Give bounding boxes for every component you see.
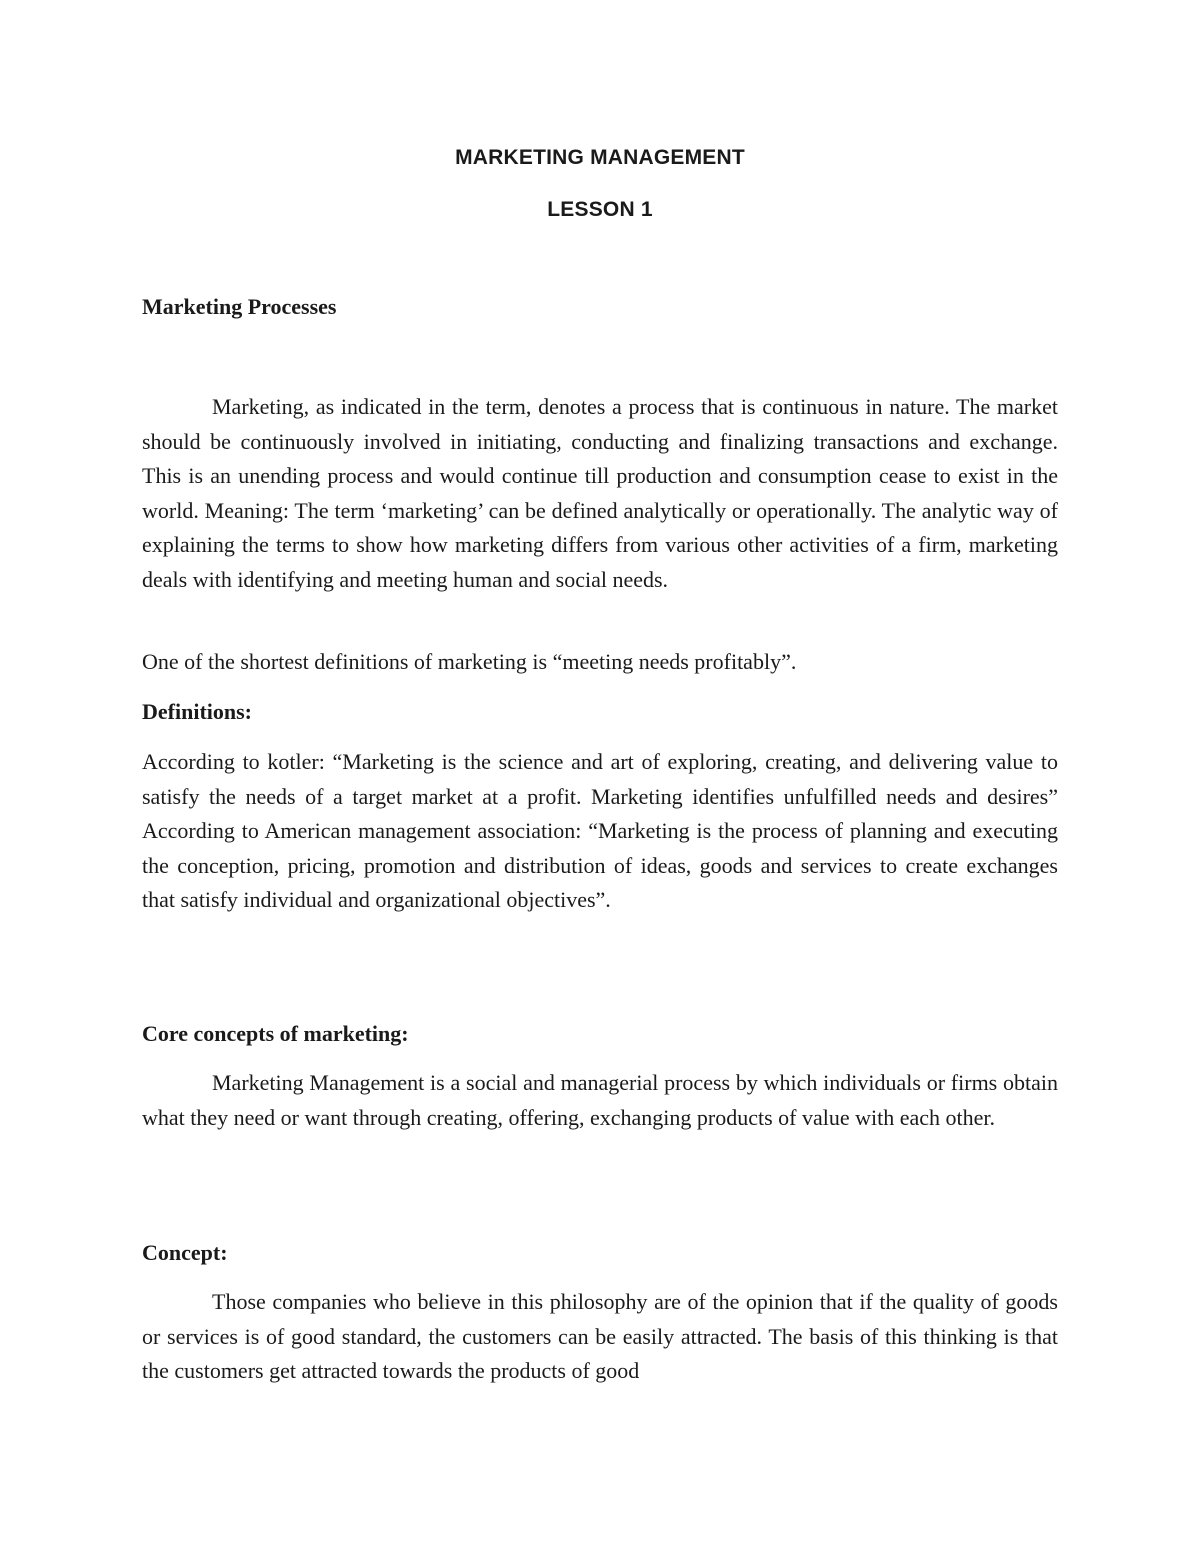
paragraph-core-concepts: Marketing Management is a social and managerial process by which individuals or firms obtain what they need or want through creating, offering, exchanging products of value with each other. <box>142 1070 1058 1130</box>
document-title: MARKETING MANAGEMENT <box>455 146 745 169</box>
lesson-label: LESSON 1 <box>547 198 653 221</box>
paragraph-marketing-processes: Marketing, as indicated in the term, denotes a process that is continuous in nature. The market should be continuously involved in initiating, conducting and finalizing transactions and exchange. This is an unending process and would continue till production and consumption cease to exist in the world. Meaning: The term ‘marketing’ can be defined analytically or operationally. The analytic way of explaining the terms to show how marketing differs from various other activities of a firm, marketing deals with identifying and meeting human and social needs. <box>142 394 1058 592</box>
section-heading-concept: Concept: <box>142 1240 228 1265</box>
section-heading-core-concepts: Core concepts of marketing: <box>142 1021 409 1046</box>
paragraph-concept: Those companies who believe in this philosophy are of the opinion that if the quality of goods or services is of good standard, the customers can be easily attracted. The basis of this thinking is that the customers get attracted towards the products of good <box>142 1289 1058 1383</box>
paragraph-shortest-definition: One of the shortest definitions of marketing is “meeting needs profitably”. <box>142 649 797 674</box>
section-heading-definitions: Definitions: <box>142 699 252 724</box>
paragraph-definitions: According to kotler: “Marketing is the science and art of exploring, creating, and delivering value to satisfy the needs of a target market at a profit. Marketing identifies unfulfilled needs and desires” According to American management association: “Marketing is the process of planning and executing the conception, pricing, promotion and distribution of ideas, goods and services to create exchanges that satisfy individual and organizational objectives”. <box>142 749 1058 912</box>
section-heading-marketing-processes: Marketing Processes <box>142 294 337 319</box>
